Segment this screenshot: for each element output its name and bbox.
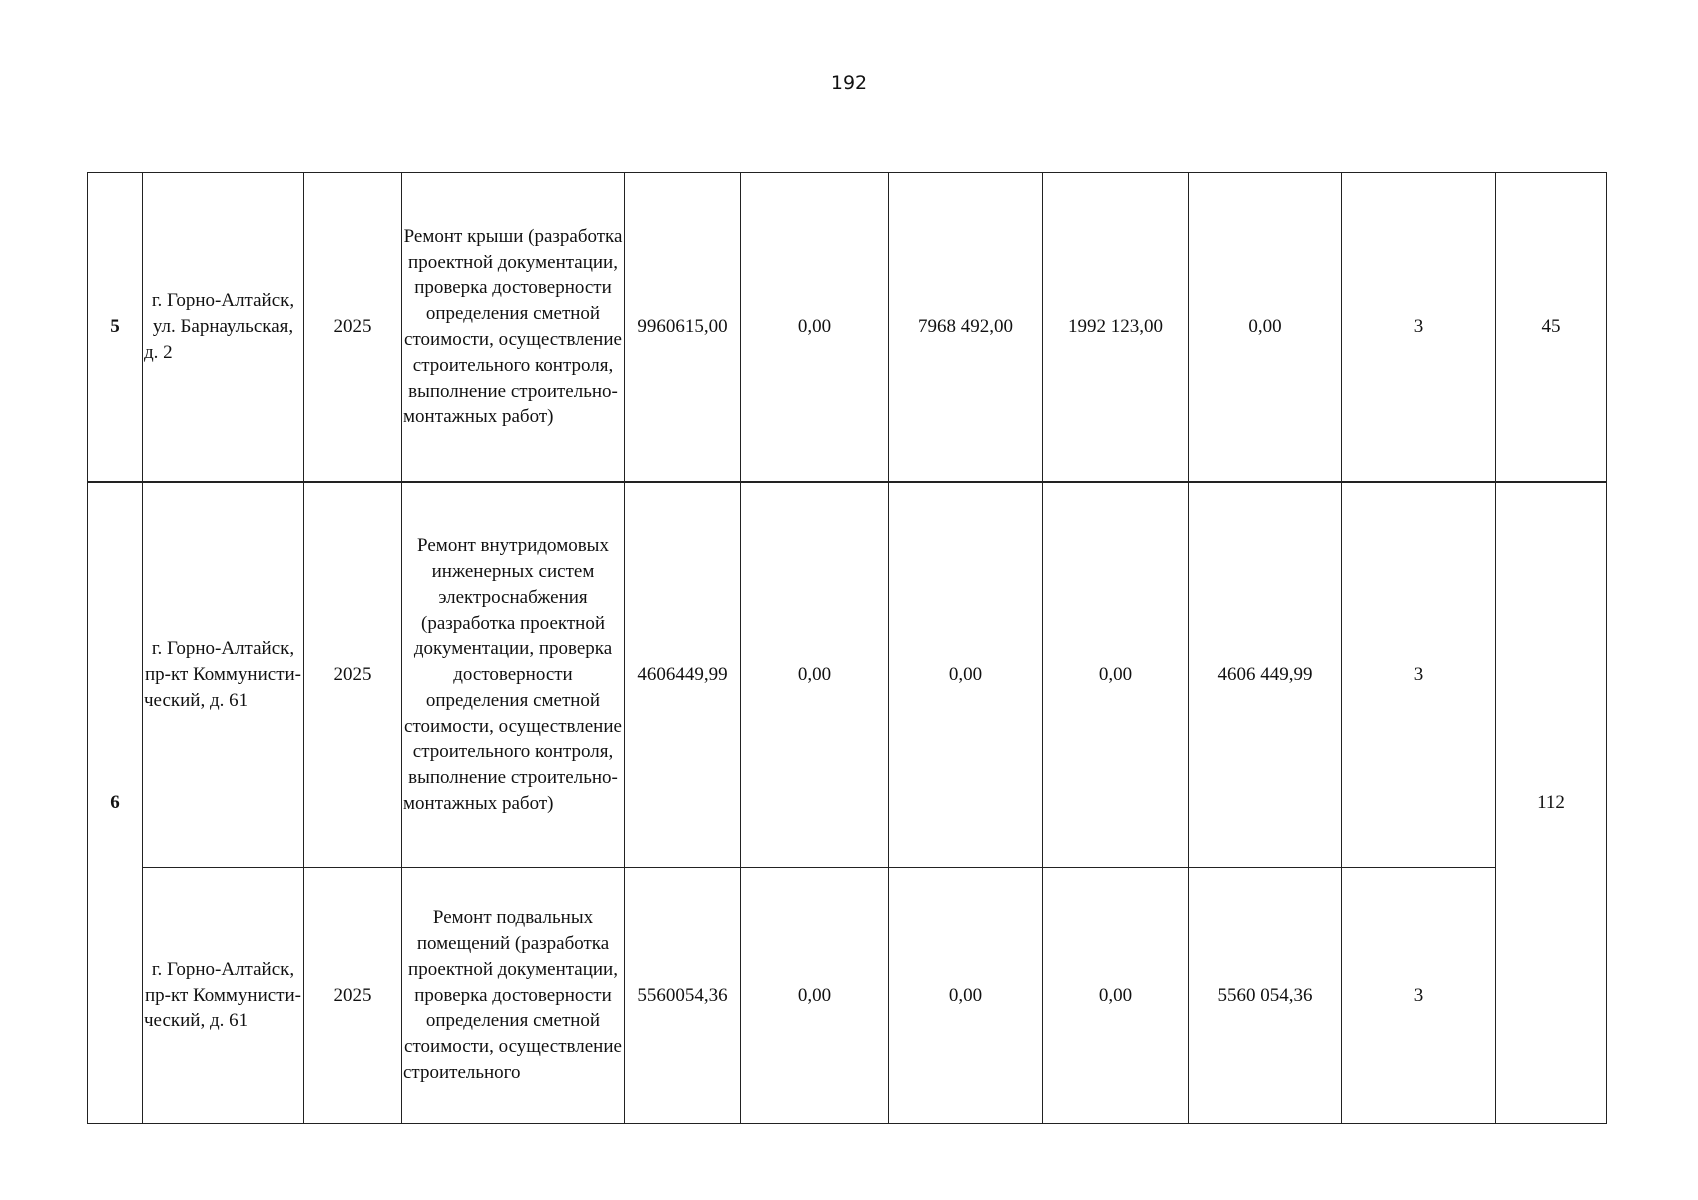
address-cell: г. Горно-Алтайск, пр-кт Коммунисти-ческий, д. 61 [143, 868, 304, 1124]
value-cell-d: 5560 054,36 [1189, 868, 1342, 1124]
address-cell: г. Горно-Алтайск, ул. Барнаульская, д. 2 [143, 173, 304, 483]
total-cost-cell: 4606449,99 [625, 482, 741, 868]
year-cell: 2025 [304, 482, 402, 868]
total-cost-cell: 5560054,36 [625, 868, 741, 1124]
table-row [88, 482, 1607, 868]
page-number: 192 [830, 72, 868, 94]
value-cell-a: 0,00 [741, 868, 889, 1124]
work-type-cell: Ремонт крыши (разработка проектной документации, проверка достоверности определения сметной стоимости, осуществление строительного контроля, выполнение строительно-монтажных работ) [402, 173, 625, 483]
value-cell-d: 0,00 [1189, 173, 1342, 483]
value-cell-e: 3 [1342, 482, 1496, 868]
value-cell-d: 4606 449,99 [1189, 482, 1342, 868]
value-cell-f: 112 [1496, 482, 1607, 1124]
work-type-cell: Ремонт внутридомовых инженерных систем электроснабжения (разработка проектной документации, проверка достоверности определения сметной стоимости, осуществление строительного контроля, выполнение строительно-монтажных работ) [402, 482, 625, 868]
value-cell-a: 0,00 [741, 482, 889, 868]
value-cell-f: 45 [1496, 173, 1607, 483]
address-cell: г. Горно-Алтайск, пр-кт Коммунисти-ческий, д. 61 [143, 482, 304, 868]
value-cell-c: 0,00 [1043, 868, 1189, 1124]
table-row [88, 868, 1607, 1124]
value-cell-b: 0,00 [889, 868, 1043, 1124]
year-cell: 2025 [304, 868, 402, 1124]
value-cell-b: 7968 492,00 [889, 173, 1043, 483]
repair-program-table [87, 172, 1607, 1124]
value-cell-c: 0,00 [1043, 482, 1189, 868]
value-cell-a: 0,00 [741, 173, 889, 483]
value-cell-e: 3 [1342, 868, 1496, 1124]
row-number: 5 [88, 173, 143, 483]
table-row [88, 173, 1607, 483]
value-cell-b: 0,00 [889, 482, 1043, 868]
row-number: 6 [88, 482, 143, 1124]
value-cell-c: 1992 123,00 [1043, 173, 1189, 483]
value-cell-e: 3 [1342, 173, 1496, 483]
total-cost-cell: 9960615,00 [625, 173, 741, 483]
year-cell: 2025 [304, 173, 402, 483]
work-type-cell: Ремонт подвальных помещений (разработка проектной документации, проверка достоверности определения сметной стоимости, осуществление строительного [402, 868, 625, 1124]
